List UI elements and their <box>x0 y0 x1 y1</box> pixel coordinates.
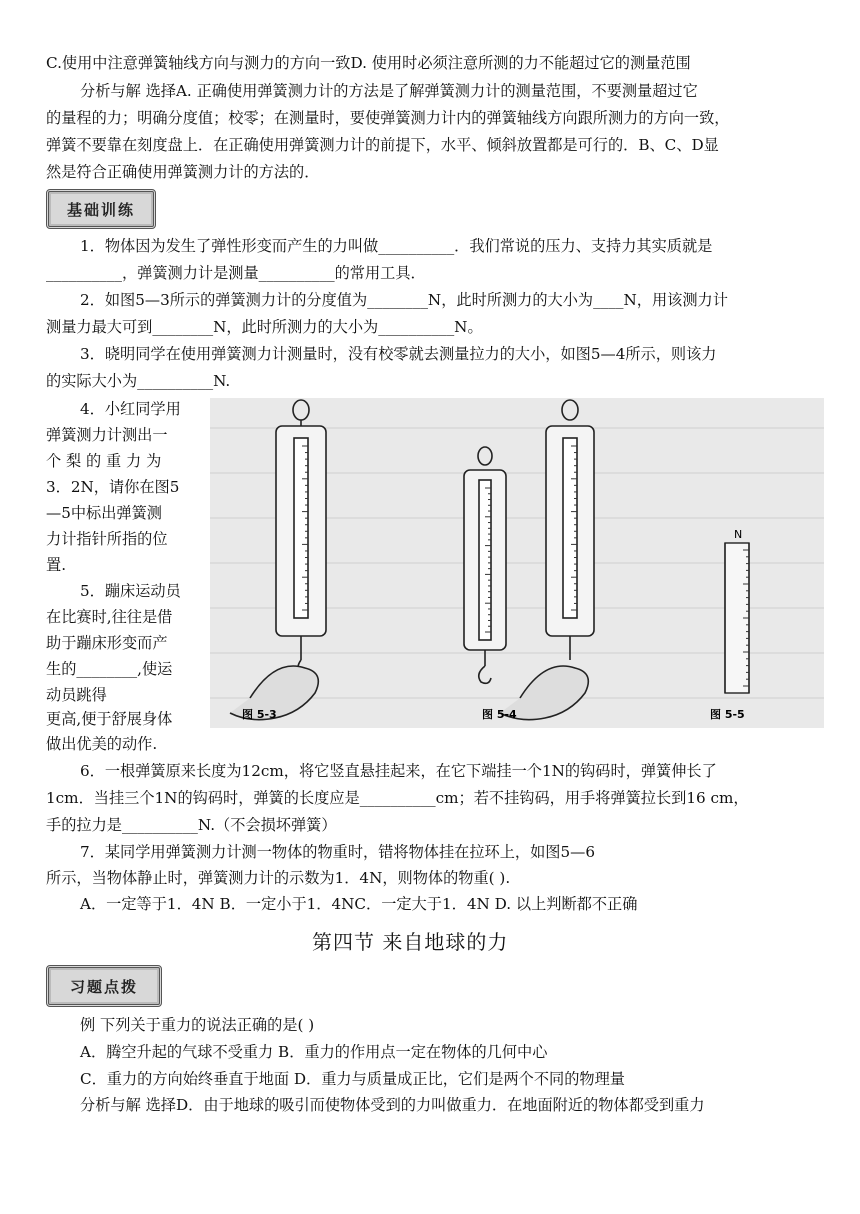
spring-scale-5-6 <box>500 400 594 720</box>
figure-spring-scales <box>210 398 824 728</box>
dial-unit-label: N <box>734 528 743 541</box>
question-3-cont: 的实际大小为__________N. <box>46 372 231 390</box>
question-5-cont: 动员跳得 <box>46 686 107 704</box>
text-line: 弹簧不要靠在刻度盘上．在正确使用弹簧测力计的前提下，水平、倾斜放置都是可行的．B、C、D显 <box>46 136 719 154</box>
question-5: 5．蹦床运动员 <box>80 582 181 600</box>
question-4-cont: 个 梨 的 重 力 为 <box>46 452 162 470</box>
question-5-cont: 更高,便于舒展身体 <box>46 710 173 728</box>
text-line: 的量程的力；明确分度值；校零；在测量时，要使弹簧测力计内的弹簧轴线方向跟所测力的方向一致， <box>46 109 730 127</box>
question-4: 4．小红同学用 <box>80 400 181 418</box>
question-7-options: A．一定等于1．4N B．一定小于1．4NC．一定大于1．4N D. 以上判断都不正确 <box>80 895 638 913</box>
question-7: 7．某同学用弹簧测力计测一物体的物重时，错将物体挂在拉环上，如图5—6 <box>80 843 595 861</box>
question-6-cont: 手的拉力是__________N.（不会损坏弹簧） <box>46 816 337 834</box>
question-4-cont: 弹簧测力计测出一 <box>46 426 168 444</box>
question-4-cont: 置. <box>46 556 67 574</box>
question-2-cont: 测量力最大可到________N，此时所测力的大小为__________N。 <box>46 318 483 336</box>
question-4-cont: 3．2N，请你在图5 <box>46 478 180 496</box>
caption-5-4: 图 5-4 <box>482 708 517 721</box>
text-line: C.使用中注意弹簧轴线方向与测力的方向一致D. 使用时必须注意所测的力不能超过它的测量范围 <box>46 54 691 72</box>
example-question: 例 下列关于重力的说法正确的是( ) <box>80 1016 315 1034</box>
question-5-cont: 在比赛时,往往是借 <box>46 608 173 626</box>
caption-5-5: 图 5-5 <box>710 708 745 721</box>
question-5-cont: 做出优美的动作. <box>46 735 158 753</box>
question-6-cont: 1cm．当挂三个1N的钩码时，弹簧的长度应是__________cm；若不挂钩码，用手将弹簧拉长到16 cm， <box>46 789 749 807</box>
question-1: 1．物体因为发生了弹性形变而产生的力叫做__________．我们常说的压力、支持力其实质就是 <box>80 237 713 255</box>
text-line: 然是符合正确使用弹簧测力计的方法的． <box>46 163 320 181</box>
section-badge-exercise-tips: 习题点拨 <box>46 965 162 1007</box>
spring-scale-5-3 <box>230 400 326 720</box>
spring-scale-5-4 <box>464 447 506 683</box>
question-7-cont: 所示，当物体静止时，弹簧测力计的示数为1．4N，则物体的物重( ). <box>46 869 511 887</box>
question-3: 3．晓明同学在使用弹簧测力计测量时，没有校零就去测量拉力的大小，如图5—4所示，则该力 <box>80 345 717 363</box>
question-5-cont: 助于蹦床形变而产 <box>46 634 168 652</box>
example-options-ab: A．腾空升起的气球不受重力 B．重力的作用点一定在物体的几何中心 <box>80 1043 548 1061</box>
question-5-cont: 生的________,使运 <box>46 660 173 678</box>
question-4-cont: —5中标出弹簧测 <box>46 504 162 522</box>
text-line: 分析与解 选择A. 正确使用弹簧测力计的方法是了解弹簧测力计的测量范围，不要测量超过它 <box>80 82 698 100</box>
question-4-cont: 力计指针所指的位 <box>46 530 168 548</box>
example-options-cd: C．重力的方向始终垂直于地面 D．重力与质量成正比，它们是两个不同的物理量 <box>80 1070 625 1088</box>
section-title: 第四节 来自地球的力 <box>312 930 509 954</box>
question-2: 2．如图5—3所示的弹簧测力计的分度值为________N，此时所测力的大小为____N，用该测力计 <box>80 291 728 309</box>
question-1-cont: __________，弹簧测力计是测量__________的常用工具． <box>46 264 426 282</box>
example-solution: 分析与解 选择D．由于地球的吸引而使物体受到的力叫做重力．在地面附近的物体都受到重力 <box>80 1096 705 1114</box>
caption-5-3: 图 5-3 <box>242 708 277 721</box>
section-badge-basic-training: 基础训练 <box>46 189 156 229</box>
question-6: 6．一根弹簧原来长度为12cm，将它竖直悬挂起来，在它下端挂一个1N的钩码时，弹簧伸长了 <box>80 762 717 780</box>
